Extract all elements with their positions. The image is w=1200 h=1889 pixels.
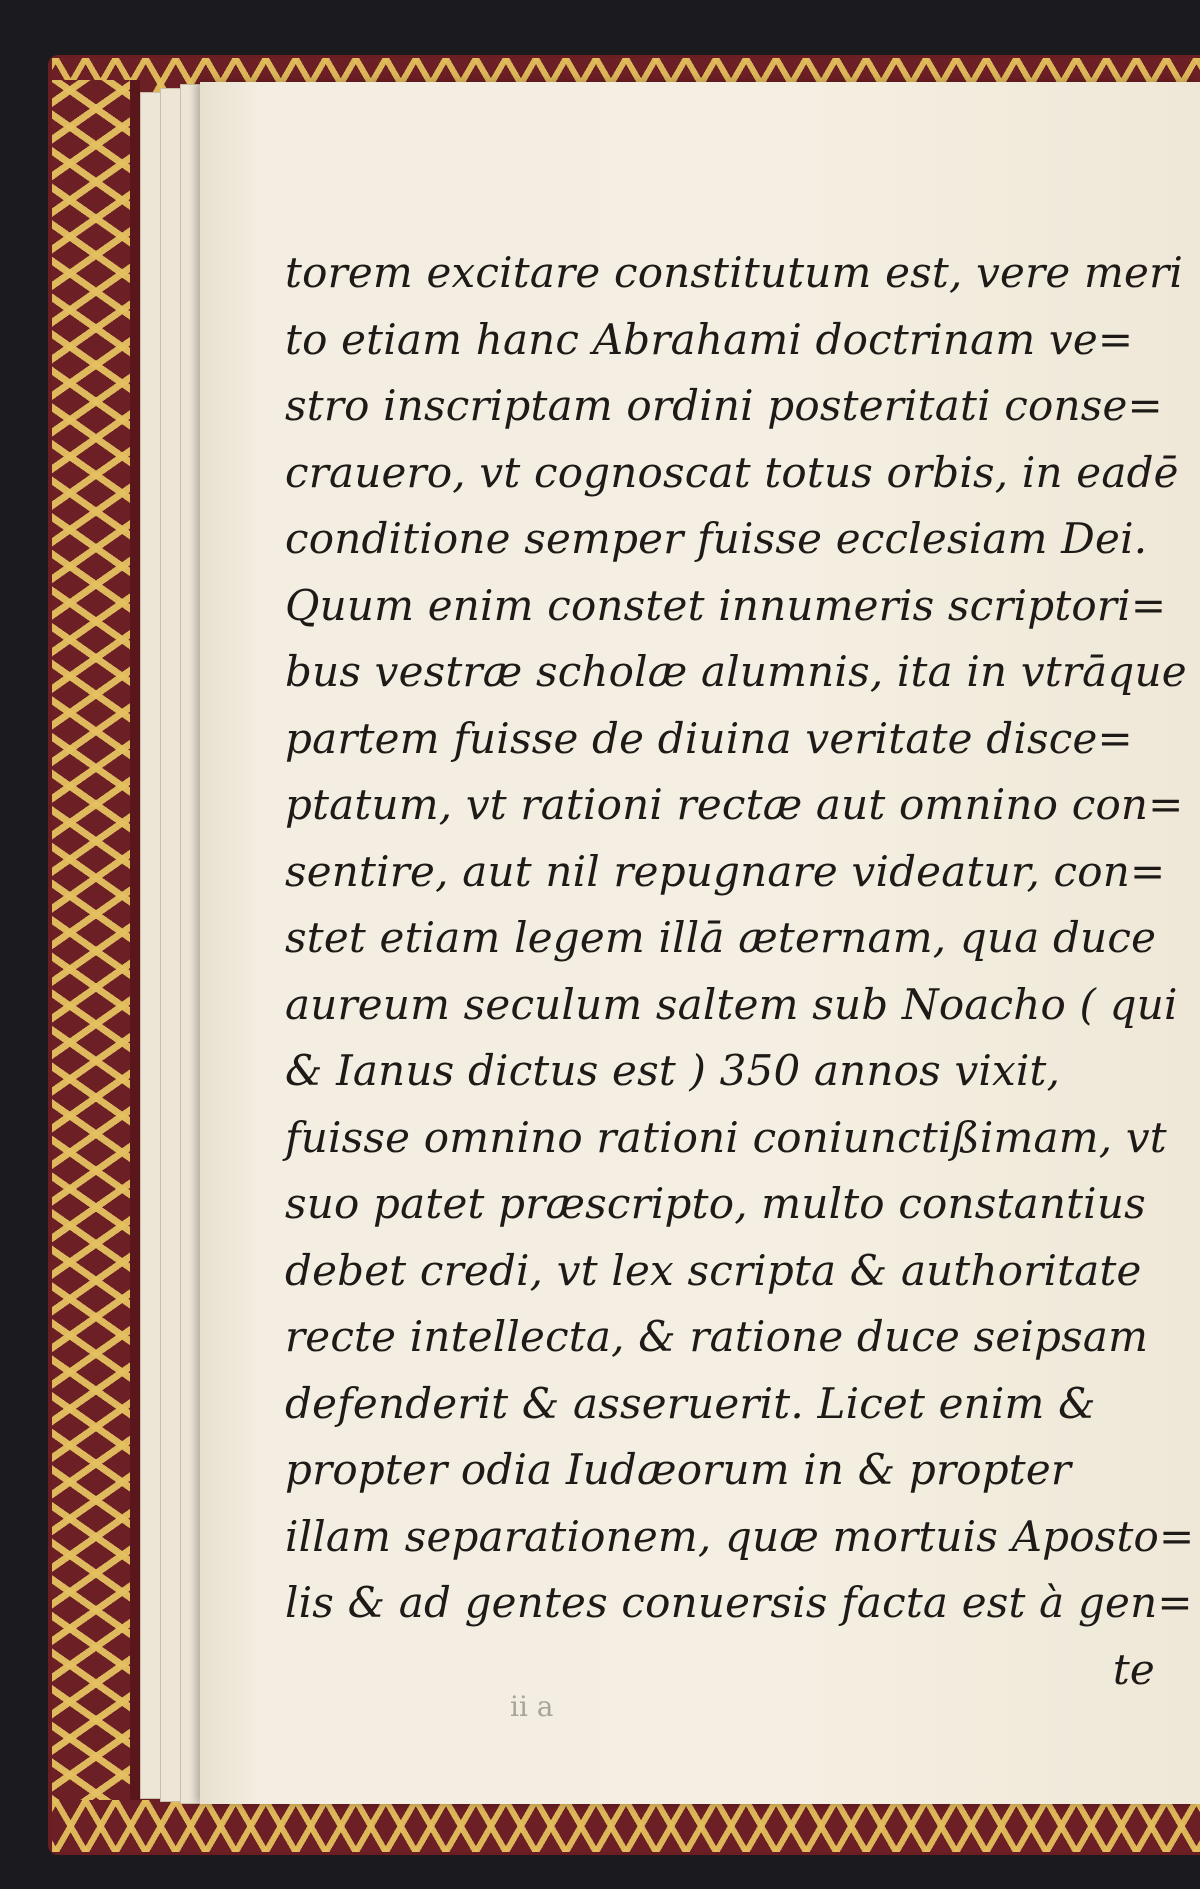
page-text [285,240,1195,1703]
text-line: partem fuisse de diuina veritate disce= [285,713,1133,763]
text-line: ptatum, vt rationi rectæ aut omnino con= [285,780,1184,829]
text-line: defenderit & asseruerit. Licet enim & [285,1378,1096,1428]
text-line: recte intellecta, & ratione duce seipsam [285,1312,1149,1361]
text-line: lis & ad gentes conuersis facta est à gen= [285,1578,1193,1627]
text-line: propter odia Iudæorum in & propter [285,1445,1072,1494]
text-line: illam separationem, quæ mortuis Aposto= [285,1511,1195,1561]
text-line: aureum seculum saltem sub Noacho ( qui [285,979,1178,1029]
gilt-border-spine [52,80,140,1840]
text-line: & Ianus dictus est ) 350 annos vixit, [285,1046,1061,1095]
gilt-border-bottom [52,1800,1200,1852]
text-line: crauero, vt cognoscat totus orbis, in eadē [285,447,1179,497]
text-line: bus vestræ scholæ alumnis, ita in vtrāque [285,647,1187,696]
text-line: Quum enim constet innumeris scriptori= [285,580,1167,630]
text-line: stro inscriptam ordini posteritati conse= [285,381,1163,430]
text-line: torem excitare constitutum est, vere meri [285,248,1183,297]
text-line: sentire, aut nil repugnare videatur, con= [285,846,1166,896]
catchword: te [1112,1644,1155,1694]
text-line: stet etiam legem illā æternam, qua duce [285,913,1157,962]
text-line: suo patet præscripto, multo constantius [285,1179,1146,1228]
text-line: debet credi, vt lex scripta & authoritate [285,1245,1142,1295]
text-line: to etiam hanc Abrahami doctrinam ve= [285,314,1134,364]
text-line: fuisse omnino rationi coniunctißimam, vt [285,1112,1167,1162]
text-line: conditione semper fuisse ecclesiam Dei. [285,514,1148,563]
signature-mark: ii a [510,1690,554,1723]
